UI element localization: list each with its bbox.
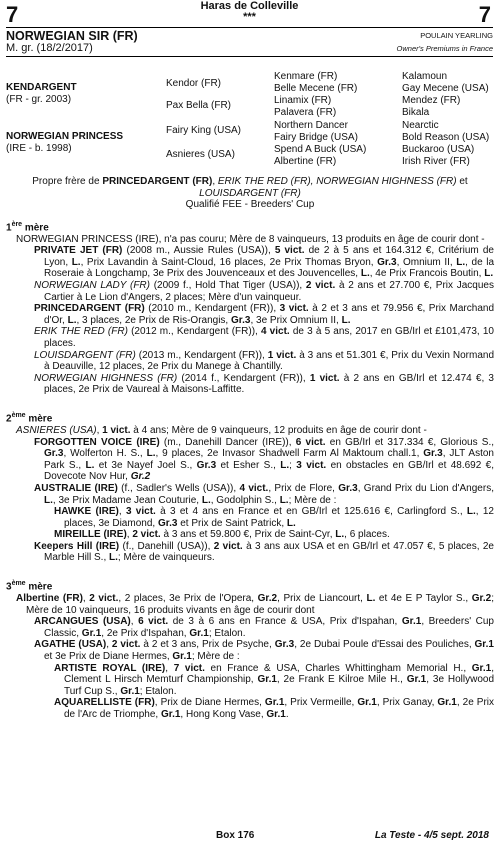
pedigree-gen2: Pax Bella (FR) xyxy=(166,100,232,111)
pedigree-gen4: Mendez (FR) xyxy=(402,95,461,106)
dam-info: (IRE - b. 1998) xyxy=(6,143,72,154)
dam-entry: Albertine (FR), 2 vict., 2 places, 3e Prix de l'Opera, Gr.2, Prix de Liancourt, L. et 4e E P Taylor S., Gr.2; Mère de 10 vainqueurs, 16 produits vivants en âge de courir dont xyxy=(16,592,494,616)
progeny-entry: MIREILLE (IRE), 2 vict. à 3 ans et 59.800 €, Prix de Saint-Cyr, L., 6 places. xyxy=(54,529,390,541)
progeny-entry: AQUARELLISTE (FR), Prix de Diane Hermes, Gr.1, Prix Vermeille, Gr.1, Prix Ganay, Gr.1, 2e Prix de l'Arc de Triomphe, Gr.1, Hong Kong Vase, Gr.1. xyxy=(54,697,495,720)
dam-entry: ASNIERES (USA), 1 vict. à 4 ans; Mère de 9 vainqueurs, 12 produits en âge de courir dont - xyxy=(16,424,427,436)
progeny-entry: HAWKE (IRE), 3 vict. à 3 et 4 ans en France et en GB/Irl et 125.616 €, Carlingford S., L., 12 places, 3e Diamond, Gr.3 et Prix de Saint Patrick, L. xyxy=(54,506,494,529)
premium-note: Owner's Premiums in France xyxy=(396,44,493,53)
pedigree-gen3: Fairy Bridge (USA) xyxy=(274,132,358,143)
pedigree-gen4: Buckaroo (USA) xyxy=(402,144,475,155)
pedigree-gen3: Linamix (FR) xyxy=(274,95,332,106)
horse-title-bar xyxy=(6,27,493,57)
pedigree-gen3: Belle Mecene (FR) xyxy=(274,83,358,94)
sale-type: POULAIN YEARLING xyxy=(420,31,493,40)
pedigree-gen3: Albertine (FR) xyxy=(274,156,337,167)
consignor-header xyxy=(0,1,499,23)
pedigree-gen4: Irish River (FR) xyxy=(402,156,470,167)
catalogue-text xyxy=(6,176,494,721)
pedigree-gen2: Asnieres (USA) xyxy=(166,149,235,160)
pedigree-gen4: Bold Reason (USA) xyxy=(402,132,490,143)
section-heading: 1ère mère xyxy=(6,220,49,234)
pedigree-gen4: Bikala xyxy=(402,107,430,118)
consignor-name: Haras de Colleville xyxy=(200,0,299,12)
progeny-entry: Keepers Hill (IRE) (f., Danehill (USA)), 2 vict. à 3 ans aux USA et en GB/Irl et 47.057 €, 5 places, 2e Marble Hill S., L.; Mère de vainqueurs. xyxy=(34,540,494,564)
progeny-entry: FORGOTTEN VOICE (IRE) (m., Danehill Dancer (IRE)), 6 vict. en GB/Irl et 317.334 €, Glorious S., Gr.3, Wolferton H. S., L., 9 places, 2e Invasor Shadwell Farm Al Maktoum chall.1, Gr.3, JLT Aston Park S., L. et 3e Nayef Joel S., Gr.3 et Esher S., L.; 3 vict. en obstacles en GB/Irl et 48.692 €, Dovecote Nov Hur, Gr.2 xyxy=(34,436,495,483)
pedigree-gen3: Spend A Buck (USA) xyxy=(274,144,367,155)
pedigree-gen4: Gay Mecene (USA) xyxy=(402,83,489,94)
progeny-entry: LOUISDARGENT (FR) (2013 m., Kendargent (FR)), 1 vict. à 3 ans et 51.301 €, Prix du Vexin Normand à Deauville, 12 places, 2e Prix du Manege à Chantilly. xyxy=(34,349,495,373)
consignor-mark: *** xyxy=(243,11,256,23)
section-heading: 3ème mère xyxy=(6,580,53,593)
section-heading: 2ème mère xyxy=(6,412,53,425)
lot-number-left: 7 xyxy=(6,2,19,27)
dam-name: NORWEGIAN PRINCESS xyxy=(6,131,124,142)
pedigree-gen3: Kenmare (FR) xyxy=(274,71,338,82)
qualification-line: Qualifié FEE - Breeders' Cup xyxy=(185,199,315,211)
progeny-entry: ARTISTE ROYAL (IRE), 7 vict. en France & USA, Charles Whittingham Memorial H., Gr.1, Clement L Hirsch Memturf Championship, Gr.1, 2e Frank E Kilroe Mile H., Gr.1, 3e Hollywood Turf Cup S., Gr.1; Etalon. xyxy=(54,662,495,697)
box-number: Box 176 xyxy=(216,830,255,841)
horse-info: M. gr. (18/2/2017) xyxy=(6,42,93,54)
progeny-entry: AUSTRALIE (IRE) (f., Sadler's Wells (USA)), 4 vict., Prix de Flore, Gr.3, Grand Prix du Lion d'Angers, L., 3e Prix Madame Jean Couturie, L., Godolphin S., L.; Mère de : xyxy=(34,482,494,506)
intro-line: Propre frère de PRINCEDARGENT (FR), ERIK THE RED (FR), NORWEGIAN HIGHNESS (FR) et LOUISDARGENT (FR) xyxy=(32,176,468,199)
progeny-entry: ERIK THE RED (FR) (2012 m., Kendargent (FR)), 4 vict. de 3 à 5 ans, 2017 en GB/Irl et £101,473, 10 places. xyxy=(34,326,494,350)
pedigree-table xyxy=(6,68,493,170)
progeny-entry: NORWEGIAN HIGHNESS (FR) (2014 f., Kendargent (FR)), 1 vict. à 2 ans en GB/Irl et 12.474 €, 3 places, 2e Prix de Vaureal à Maisons-Laffitte. xyxy=(34,372,494,396)
pedigree-gen3: Palavera (FR) xyxy=(274,107,337,118)
progeny-entry: PRIVATE JET (FR) (2008 m., Aussie Rules (USA)), 5 vict. de 2 à 5 ans et 164.312 €, Critérium de Lyon, L., Prix Lavandin à Saint-Cloud, 16 places, 2e Prix Thomas Bryon, Gr.3, Omnium II, L., de la Roseraie à Longchamp, 3e Prix des Jouvenceaux et des Jouvencelles, L., 4e Prix Francois Boutin, L. xyxy=(34,245,495,280)
sire-name: KENDARGENT xyxy=(6,82,77,93)
pedigree-gen3: Northern Dancer xyxy=(274,120,348,131)
progeny-entry: ARCANGUES (USA), 6 vict. de 3 à 6 ans en France & USA, Prix d'Ispahan, Gr.1, Breeders' Cup Classic, Gr.1, 2e Prix d'Ispahan, Gr.1; Etalon. xyxy=(34,616,494,639)
horse-name: NORWEGIAN SIR (FR) xyxy=(6,29,138,43)
sire-info: (FR - gr. 2003) xyxy=(6,94,72,105)
pedigree-gen2: Fairy King (USA) xyxy=(166,125,242,136)
pedigree-gen4: Kalamoun xyxy=(402,71,448,82)
progeny-entry: NORWEGIAN LADY (FR) (2009 f., Hold That Tiger (USA)), 2 vict. à 2 ans et 27.700 €, Prix Jacques Cartier à Le Lion d'Angers, 2 places; Mère d'un vainqueur. xyxy=(34,280,494,303)
progeny-entry: PRINCEDARGENT (FR) (2010 m., Kendargent (FR)), 3 vict. à 2 et 3 ans et 79.956 €, Prix Marchand d'Or, L., 3 places, 2e Prix de Ris-Orangis, Gr.3, 3e Prix Omnium II, L. xyxy=(34,303,495,326)
sale-location-date: La Teste - 4/5 sept. 2018 xyxy=(374,830,489,841)
pedigree-gen4: Nearctic xyxy=(402,120,439,131)
pedigree-gen2: Kendor (FR) xyxy=(166,78,222,89)
dam-entry: NORWEGIAN PRINCESS (IRE), n'a pas couru; Mère de 8 vainqueurs, 13 produits en âge de courir dont - xyxy=(16,233,485,245)
progeny-entry: AGATHE (USA), 2 vict. à 2 et 3 ans, Prix de Psyche, Gr.3, 2e Dubai Poule d'Essai des Pouliches, Gr.1 et 3e Prix de Diane Hermes, Gr.1; Mère de : xyxy=(34,639,494,662)
lot-number-right: 7 xyxy=(478,2,491,27)
